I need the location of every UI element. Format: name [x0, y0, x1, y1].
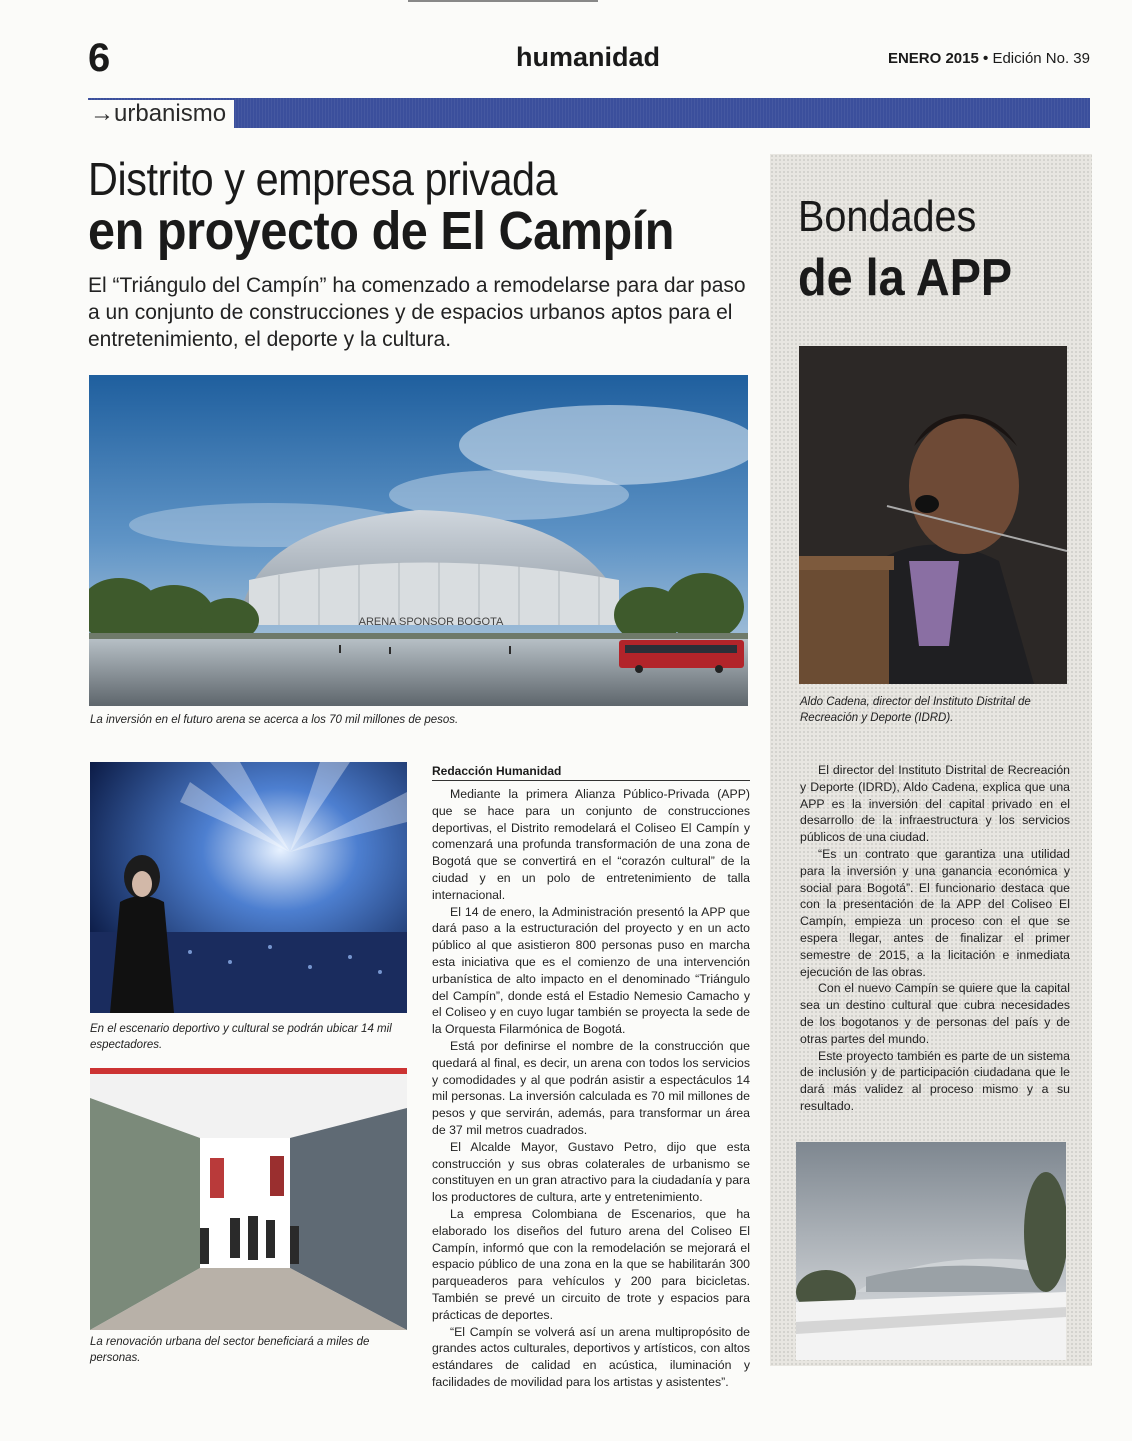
body-paragraph: Mediante la primera Alianza Público-Privada (APP) que se hace para un conjunto de construcciones deportivas, el Distrito remodelará el Coliseo El Campín y comenzará una profunda transformación de una zona de Bogotá que se convertirá en el “corazón cultural” de la ciudad y en un polo de entretenimiento de talla internacional.	[432, 787, 750, 902]
arena-rendering-image	[89, 375, 748, 706]
sidebar-body	[800, 762, 1070, 1115]
concert-image	[90, 762, 407, 1013]
sidebar-paragraph: El director del Instituto Distrital de Recreación y Deporte (IDRD), Aldo Cadena, explica que una APP es la inversión del capital privado en el desarrollo de la infraestructura y los servicios públicos de una ciudad.	[800, 763, 1070, 845]
publication-name: humanidad	[515, 42, 660, 72]
arena-rendering-illustration	[89, 375, 748, 706]
body-paragraph: La empresa Colombiana de Escenarios, que ha elaborado los diseños del futuro arena del Coliseo El Campín, informó que con la remodelación se mejorará el espacio público de una zona en la que se habilitarán 300 parqueaderos para vehículos y 200 para bicicletas. También se prevé un circuito de trote y espacios para prácticas de deportes.	[432, 1206, 750, 1322]
body-paragraph: “El Campín se volverá así un arena multipropósito de grandes actos culturales, deportivos y artísticos, con altos estándares de calidad en acústica, iluminación y facilidades de movilidad para los artistas y asistentes”.	[432, 1324, 750, 1389]
byline: Redacción Humanidad	[432, 764, 750, 781]
concert-illustration	[90, 762, 407, 1013]
top-rule	[408, 0, 598, 2]
section-label	[88, 100, 234, 128]
headline-line-2: en proyecto de El Campín	[88, 201, 675, 261]
sidebar-paragraph: “Es un contrato que garantiza una utilidad para la inversión y una ganancia económica y social para Bogotá”. El funcionario destaca que con la presentación de la APP del Coliseo El Campín, empieza un proceso con el que se espera llegar, antes de finalizar el primer semestre de 2015, a la licitación e inmediata ejecución de las obras.	[800, 846, 1070, 979]
body-paragraph: El 14 de enero, la Administración presentó la APP que dará paso a la estructuración del proyecto y en un acto público al que asistieron 800 personas puso en marcha esta iniciativa que es el comienzo de una intervención urbanística de alto impacto en el denominado “Triángulo del Campín”, donde está el Estadio Nemesio Camacho y el Coliseo y en cuyo lugar también se proyecta la sede de la Orquesta Filarmónica de Bogotá.	[432, 904, 750, 1037]
headline-line-1: Distrito y empresa privada	[88, 153, 558, 205]
main-image-caption: La inversión en el futuro arena se acerca a los 70 mil millones de pesos.	[90, 714, 459, 726]
arena-exterior-illustration	[796, 1142, 1066, 1360]
section-bar	[88, 98, 1090, 128]
issue-separator: •	[983, 50, 989, 67]
arena-sign-text: ARENA SPONSOR BOGOTA	[358, 616, 504, 628]
page-number: 6	[88, 36, 111, 80]
sidebar-title-line-1: Bondades	[798, 192, 977, 241]
director-photo	[799, 346, 1067, 684]
concert-image-caption: En el escenario deportivo y cultural se podrán ubicar 14 mil espectadores.	[90, 1023, 392, 1051]
arena-exterior-image	[796, 1142, 1066, 1360]
sidebar-paragraph: Con el nuevo Campín se quiere que la capital sea un destino cultural que cubra necesidades de los bogotanos y de personas del país y de otras partes del mundo.	[800, 981, 1070, 1046]
corridor-image-caption: La renovación urbana del sector beneficiará a miles de personas.	[90, 1336, 370, 1364]
article-body	[432, 786, 750, 1391]
director-portrait	[799, 346, 1067, 684]
body-paragraph: Está por definirse el nombre de la construcción que quedará al final, es decir, un arena con todos los servicios y comodidades y al que podrán asistir a espectáculos 14 mil personas. La inversión calculada es 70 mil millones de pesos y que servirán, además, para transformar un área de 37 mil metros cuadrados.	[432, 1038, 750, 1137]
corridor-image	[90, 1068, 407, 1330]
section-name: urbanismo	[114, 100, 227, 127]
edition-number: Edición No. 39	[992, 50, 1090, 67]
lead-paragraph: El “Triángulo del Campín” ha comenzado a remodelarse para dar paso a un conjunto de construcciones y de espacios urbanos aptos para el entretenimiento, el deporte y la cultura.	[88, 274, 746, 351]
issue-info	[888, 50, 1090, 67]
director-photo-caption: Aldo Cadena, director del Instituto Distrital de Recreación y Deporte (IDRD).	[800, 696, 1031, 724]
arrow-right-icon: →	[90, 100, 114, 127]
body-paragraph: El Alcalde Mayor, Gustavo Petro, dijo que esta construcción y sus obras colaterales de urbanismo se constituyen en un gran atractivo para la ciudadanía y para los productores de cultura, arte y entretenimiento.	[432, 1139, 750, 1205]
sidebar-paragraph: Este proyecto también es parte de un sistema de inclusión y de participación ciudadana que le dará más validez al proceso mismo y a su resultado.	[800, 1048, 1070, 1113]
sidebar-title-line-2: de la APP	[798, 249, 1013, 307]
issue-date: ENERO 2015	[887, 50, 979, 67]
corridor-illustration	[90, 1068, 407, 1330]
